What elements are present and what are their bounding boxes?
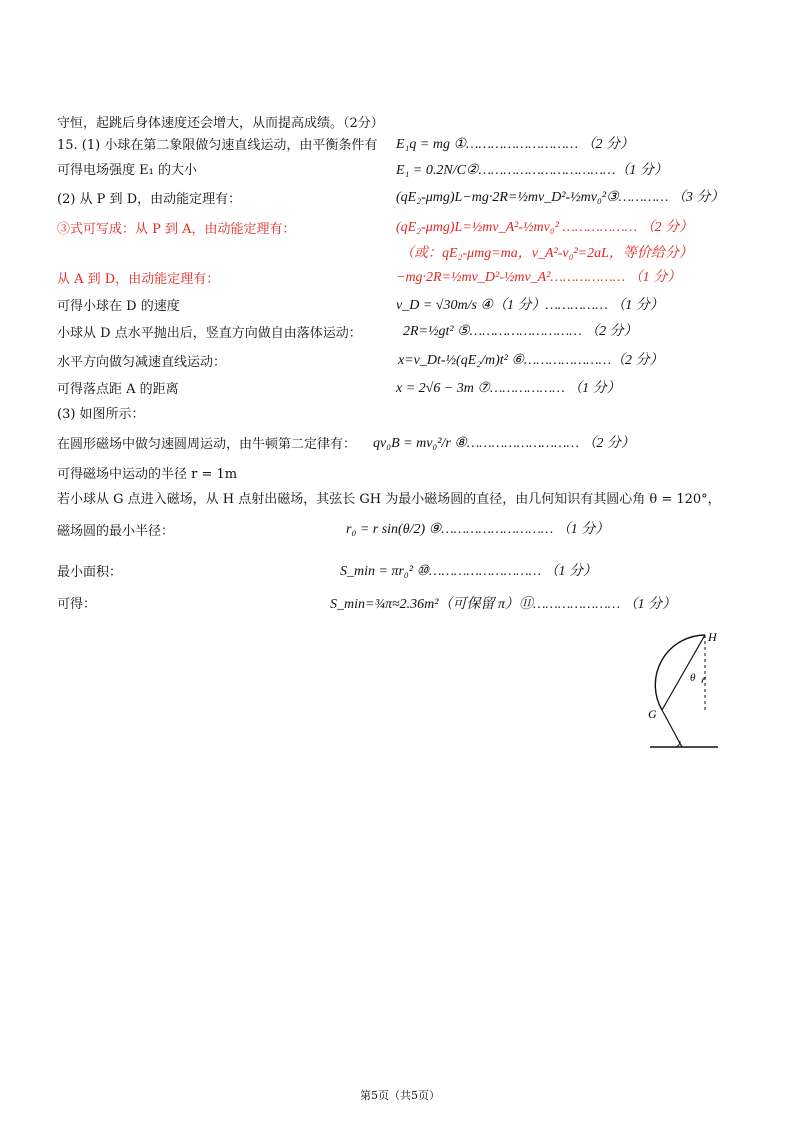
text-line-7-alt: 从 A 到 D，由动能定理有： bbox=[57, 272, 220, 287]
label-theta: θ bbox=[690, 672, 696, 684]
magnetic-field-diagram bbox=[640, 625, 750, 755]
text-line-12: (3) 如图所示： bbox=[57, 407, 145, 422]
equation-11: S_min=¾π≈2.36m²（可保留 π）⑪………………… （1 分） bbox=[330, 597, 677, 612]
equation-6: x=v_Dt-½(qE₂/m)t² ⑥…………………（2 分） bbox=[398, 353, 664, 368]
equation-alt-2: （或：qE₂-μmg=ma，v_A²-v₀²=2aL，等价给分） bbox=[400, 246, 693, 261]
equation-alt-3: −mg·2R=½mv_D²-½mv_A²……………… （1 分） bbox=[396, 270, 682, 285]
label-h: H bbox=[708, 630, 717, 644]
text-line-11: 可得落点距 A 的距离 bbox=[57, 382, 179, 397]
text-line-17: 最小面积： bbox=[57, 565, 123, 580]
text-line-18: 可得： bbox=[57, 597, 97, 612]
equation-9: r₀ = r sin(θ/2) ⑨……………………… （1 分） bbox=[346, 522, 610, 537]
page-footer: 第5页（共5页） bbox=[360, 1089, 440, 1102]
equation-1: E₁q = mg ①……………………… （2 分） bbox=[396, 137, 635, 152]
text-line-8: 可得小球在 D 的速度 bbox=[57, 299, 180, 314]
equation-3: (qE₂-μmg)L−mg·2R=½mv_D²-½mv₀²③………… （3 分） bbox=[396, 190, 725, 205]
text-line-13: 在圆形磁场中做匀速圆周运动，由牛顿第二定律有： bbox=[57, 437, 357, 452]
text-line-16: 磁场圆的最小半径： bbox=[57, 524, 175, 539]
label-g: G bbox=[648, 707, 657, 721]
text-line-4: (2) 从 P 到 D，由动能定理有： bbox=[57, 192, 242, 207]
equation-8: qv₀B = mv₀²/r ⑧……………………… （2 分） bbox=[373, 436, 635, 451]
text-line-14: 可得磁场中运动的半径 r = 1m bbox=[57, 467, 238, 482]
equation-10: S_min = πr₀² ⑩……………………… （1 分） bbox=[340, 564, 598, 579]
text-line-1: 守恒，起跳后身体速度还会增大，从而提高成绩。（2分） bbox=[57, 116, 384, 131]
equation-7: x = 2√6 − 3m ⑦……………… （1 分） bbox=[396, 381, 621, 396]
equation-alt-1: (qE₂-μmg)L=½mv_A²-½mv₀² ……………… （2 分） bbox=[396, 220, 694, 235]
text-line-15: 若小球从 G 点进入磁场，从 H 点射出磁场，其弦长 GH 为最小磁场圆的直径，由几何知识有其圆心角 θ = 120°， bbox=[57, 492, 721, 507]
text-line-3: 可得电场强度 E₁ 的大小 bbox=[57, 163, 197, 178]
text-line-9: 小球从 D 点水平抛出后，竖直方向做自由落体运动： bbox=[57, 326, 362, 341]
equation-5: 2R=½gt² ⑤……………………… （2 分） bbox=[403, 324, 638, 339]
text-line-5-alt: ③式可写成：从 P 到 A，由动能定理有： bbox=[57, 222, 296, 237]
text-line-2: 15. (1) 小球在第二象限做匀速直线运动，由平衡条件有 bbox=[57, 138, 378, 153]
equation-4: v_D = √30m/s ④（1 分）…………… （1 分） bbox=[396, 298, 664, 313]
equation-2: E₁ = 0.2N/C②……………………………（1 分） bbox=[396, 163, 668, 178]
text-line-10: 水平方向做匀减速直线运动： bbox=[57, 355, 227, 370]
